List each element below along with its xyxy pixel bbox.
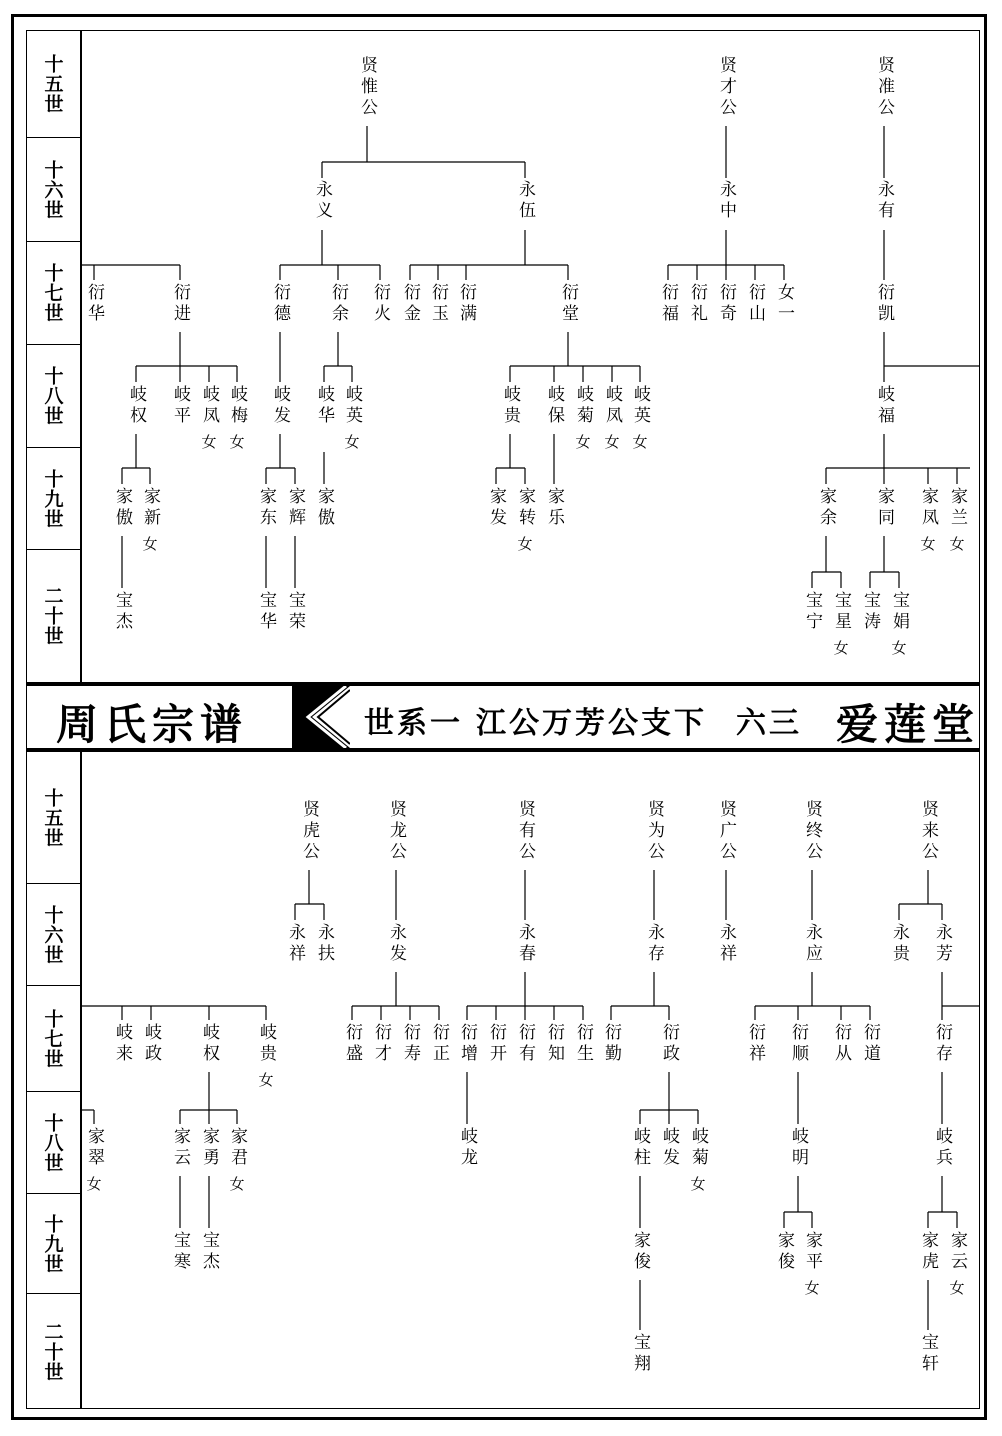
person-name: 贤终公	[802, 800, 822, 863]
person-name: 衍祥	[745, 1023, 765, 1065]
person-name: 衍满	[456, 283, 476, 325]
branch-title: 江公万芳公支下	[476, 706, 707, 741]
female-marker: 女	[229, 1175, 245, 1193]
person-name: 永伍	[515, 180, 535, 222]
person-name: 家勇	[199, 1127, 219, 1169]
person-name: 衍勤	[601, 1023, 621, 1065]
gen-label: 十五世	[26, 752, 80, 884]
person-name: 衍寿	[400, 1023, 420, 1065]
person-name: 永存	[644, 923, 664, 965]
person-name: 家云	[947, 1231, 967, 1273]
person-name: 贤龙公	[386, 800, 406, 863]
person-name: 永扶	[314, 923, 334, 965]
person-name: 贤广公	[716, 800, 736, 863]
person-name: 衍福	[658, 283, 678, 325]
female-marker: 女	[920, 535, 936, 553]
person-name: 岐华	[314, 385, 334, 427]
person-name: 永祥	[716, 923, 736, 965]
female-marker: 女	[86, 1175, 102, 1193]
person-name: 永发	[386, 923, 406, 965]
person-name: 岐龙	[457, 1127, 477, 1169]
gen-label: 十九世	[26, 448, 80, 550]
person-name: 家傲	[112, 487, 132, 529]
person-name: 贤来公	[918, 800, 938, 863]
person-name: 永祥	[285, 923, 305, 965]
person-name: 宝宁	[802, 591, 822, 633]
gen-label: 十八世	[26, 345, 80, 448]
person-name: 永中	[716, 180, 736, 222]
person-name: 宝翔	[630, 1333, 650, 1375]
person-name: 岐平	[170, 385, 190, 427]
person-name: 永春	[515, 923, 535, 965]
female-marker: 女	[891, 639, 907, 657]
person-name: 衍存	[932, 1023, 952, 1065]
person-name: 岐政	[141, 1023, 161, 1065]
female-marker: 女	[949, 1279, 965, 1297]
person-name: 宝杰	[112, 591, 132, 633]
person-name: 永应	[802, 923, 822, 965]
person-name: 衍才	[371, 1023, 391, 1065]
gen-label: 十六世	[26, 884, 80, 986]
section-title: 世系一	[364, 706, 463, 741]
person-name: 衍余	[328, 283, 348, 325]
female-marker: 女	[258, 1071, 274, 1089]
person-name: 贤为公	[644, 800, 664, 863]
person-name: 家俊	[774, 1231, 794, 1273]
person-name: 岐权	[199, 1023, 219, 1065]
person-name: 永贵	[889, 923, 909, 965]
person-name: 宝华	[256, 591, 276, 633]
gen-label: 二十世	[41, 1321, 64, 1382]
female-marker: 女	[690, 1175, 706, 1193]
person-name: 家发	[486, 487, 506, 529]
person-name: 宝寒	[170, 1231, 190, 1273]
person-name: 岐梅	[227, 385, 247, 427]
gen-label: 二十世	[41, 586, 64, 646]
person-name: 岐贵	[256, 1023, 276, 1065]
person-name: 贤才公	[716, 56, 736, 119]
person-name: 家凤	[918, 487, 938, 529]
person-name: 衍有	[515, 1023, 535, 1065]
person-name: 衍知	[544, 1023, 564, 1065]
person-name: 衍德	[270, 283, 290, 325]
gen-label: 十七世	[26, 986, 80, 1092]
female-marker: 女	[344, 433, 360, 451]
person-name: 家云	[170, 1127, 190, 1169]
person-name: 衍火	[370, 283, 390, 325]
person-name: 衍山	[745, 283, 765, 325]
person-name: 岐菊	[573, 385, 593, 427]
person-name: 岐兵	[932, 1127, 952, 1169]
person-name: 衍增	[457, 1023, 477, 1065]
person-name: 女一	[774, 283, 794, 325]
person-name: 衍进	[170, 283, 190, 325]
person-name: 衍政	[659, 1023, 679, 1065]
book-title: 周氏宗谱	[56, 700, 249, 749]
person-name: 岐柱	[630, 1127, 650, 1169]
person-name: 宝涛	[860, 591, 880, 633]
person-name: 岐菊	[688, 1127, 708, 1169]
person-name: 家转	[515, 487, 535, 529]
person-name: 岐发	[270, 385, 290, 427]
person-name: 家新	[140, 487, 160, 529]
person-name: 岐来	[112, 1023, 132, 1065]
person-name: 衍生	[573, 1023, 593, 1065]
female-marker: 女	[575, 433, 591, 451]
person-name: 岐英	[342, 385, 362, 427]
person-name: 岐凤	[199, 385, 219, 427]
person-name: 宝荣	[285, 591, 305, 633]
female-marker: 女	[833, 639, 849, 657]
person-name: 家辉	[285, 487, 305, 529]
gen-label: 十八世	[26, 1092, 80, 1194]
person-name: 家同	[874, 487, 894, 529]
person-name: 岐贵	[500, 385, 520, 427]
person-name: 衍奇	[716, 283, 736, 325]
person-name: 贤虎公	[299, 800, 319, 863]
person-name: 岐权	[126, 385, 146, 427]
person-name: 贤惟公	[357, 56, 377, 119]
person-name: 家兰	[947, 487, 967, 529]
person-name: 家余	[816, 487, 836, 529]
person-name: 宝娟	[889, 591, 909, 633]
person-name: 家翠	[84, 1127, 104, 1169]
person-name: 岐明	[788, 1127, 808, 1169]
female-marker: 女	[949, 535, 965, 553]
page-number: 六三	[736, 706, 802, 741]
person-name: 永义	[312, 180, 332, 222]
person-name: 衍华	[84, 283, 104, 325]
gen-label: 十七世	[26, 242, 80, 345]
female-marker: 女	[201, 433, 217, 451]
female-marker: 女	[804, 1279, 820, 1297]
person-name: 衍盛	[342, 1023, 362, 1065]
person-name: 家君	[227, 1127, 247, 1169]
person-name: 衍玉	[428, 283, 448, 325]
gen-label: 十九世	[26, 1194, 80, 1294]
person-name: 衍正	[429, 1023, 449, 1065]
person-name: 家俊	[630, 1231, 650, 1273]
gen-label: 十六世	[26, 138, 80, 242]
female-marker: 女	[517, 535, 533, 553]
person-name: 家虎	[918, 1231, 938, 1273]
person-name: 衍从	[831, 1023, 851, 1065]
person-name: 衍礼	[687, 283, 707, 325]
person-name: 岐福	[874, 385, 894, 427]
person-name: 衍凯	[874, 283, 894, 325]
person-name: 岐保	[544, 385, 564, 427]
person-name: 衍堂	[558, 283, 578, 325]
female-marker: 女	[229, 433, 245, 451]
person-name: 永芳	[932, 923, 952, 965]
person-name: 家乐	[544, 487, 564, 529]
person-name: 衍金	[400, 283, 420, 325]
person-name: 贤准公	[874, 56, 894, 119]
person-name: 永有	[874, 180, 894, 222]
person-name: 岐发	[659, 1127, 679, 1169]
person-name: 家平	[802, 1231, 822, 1273]
person-name: 宝杰	[199, 1231, 219, 1273]
gen-label: 十五世	[26, 30, 80, 138]
female-marker: 女	[632, 433, 648, 451]
hall-name: 爱莲堂	[836, 700, 981, 749]
person-name: 衍道	[860, 1023, 880, 1065]
person-name: 宝轩	[918, 1333, 938, 1375]
person-name: 家东	[256, 487, 276, 529]
person-name: 宝星	[831, 591, 851, 633]
person-name: 岐英	[630, 385, 650, 427]
person-name: 贤有公	[515, 800, 535, 863]
person-name: 家傲	[314, 487, 334, 529]
person-name: 衍顺	[788, 1023, 808, 1065]
person-name: 岐凤	[602, 385, 622, 427]
person-name: 衍开	[486, 1023, 506, 1065]
female-marker: 女	[604, 433, 620, 451]
female-marker: 女	[142, 535, 158, 553]
